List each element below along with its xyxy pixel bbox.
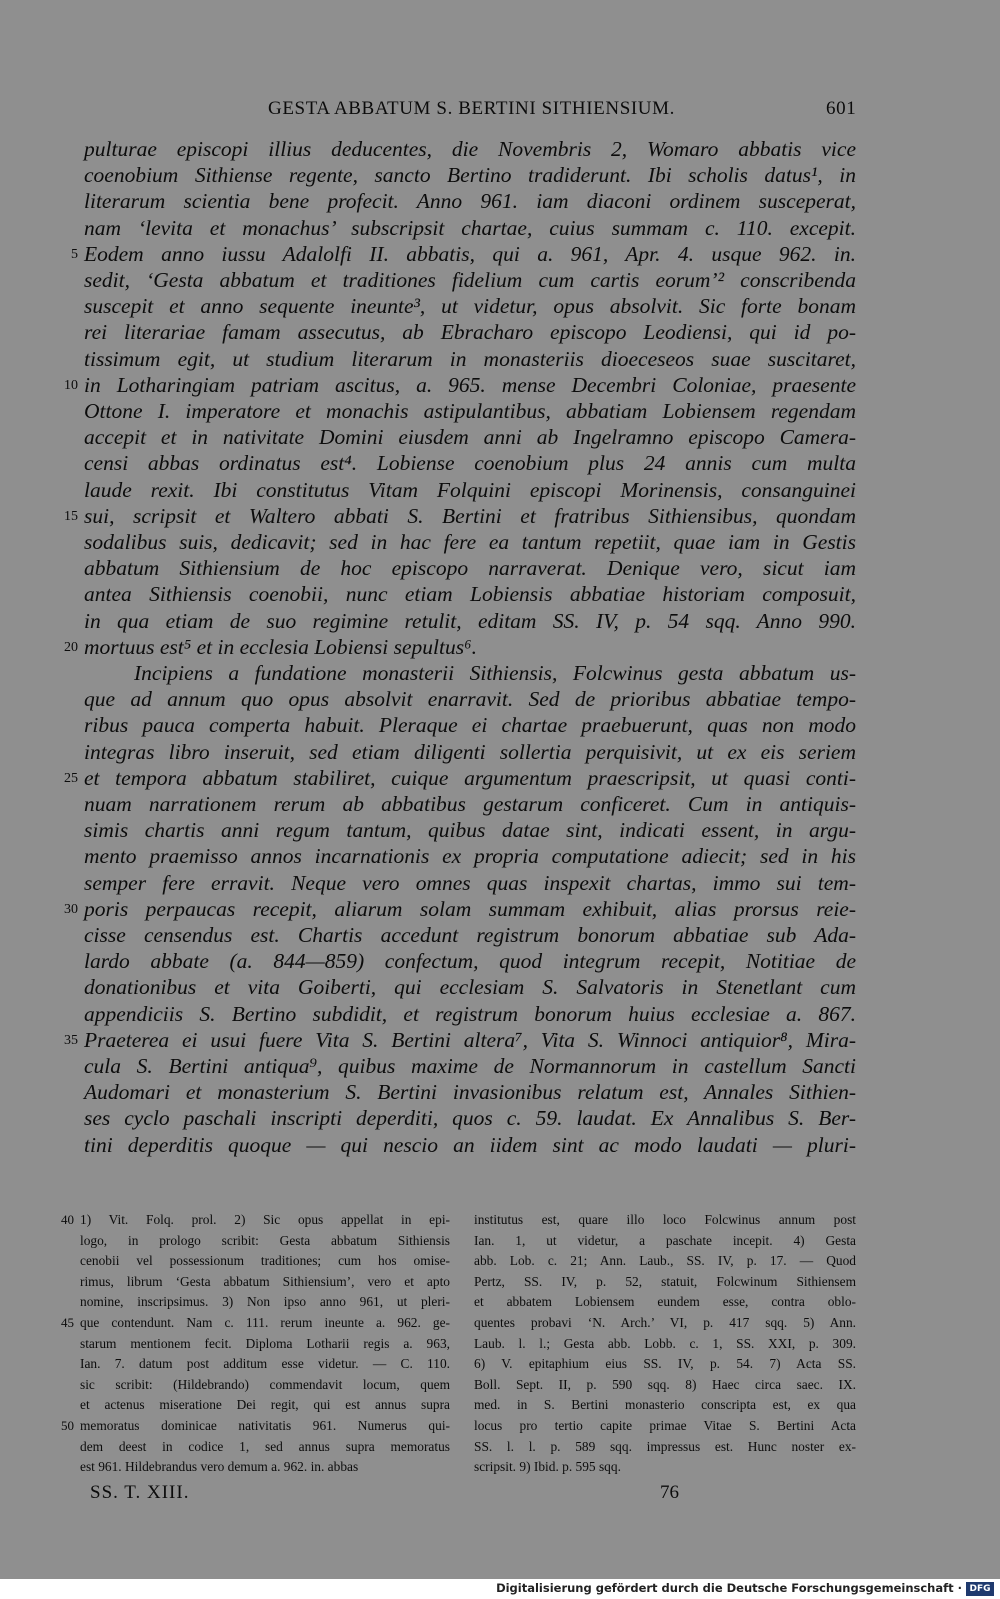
text-line: ses cyclo paschali inscripti deperditi, quos c. 59. laudat. Ex Annalibus S. Ber- [84, 1106, 856, 1130]
text-line: mortuus est⁵ et in ecclesia Lobiensi sepultus⁶. [84, 635, 477, 659]
dfg-logo: DFG [966, 1582, 994, 1596]
text-line: laude rexit. Ibi constitutus Vitam Folquini episcopi Morinensis, consanguinei [84, 478, 856, 502]
line-number: 20 [64, 640, 78, 655]
text-line: cula S. Bertini antiqua⁹, quibus maxime de Normannorum in castellum Sancti [84, 1054, 856, 1078]
text-line: donationibus et vita Goiberti, qui ecclesiam S. Salvatoris in Stenetlant cum [84, 975, 856, 999]
text-line: que ad annum quo opus absolvit enarravit. Sed de prioribus abbatiae tempo- [84, 687, 856, 711]
text-line: Audomari et monasterium S. Bertini invasionibus relatum est, Annales Sithien- [84, 1080, 856, 1104]
footnote-line-left: que contendunt. Nam c. 111. rerum ineunte a. 962. ge- [80, 1315, 450, 1330]
text-line: tissimum egit, ut studium literarum in monasteriis dioeceseos suae suscitaret, [84, 347, 856, 371]
footnote-line-left: Ian. 7. datum post additum esse videtur. — C. 110. [80, 1356, 450, 1371]
text-line: sedit, ‘Gesta abbatum et traditiones fidelium cum cartis eorum’² conscribenda [84, 268, 856, 292]
text-line: censi abbas ordinatus est⁴. Lobiense coenobium plus 24 annis cum multa [84, 451, 856, 475]
text-line: rei literariae famam assecutus, ab Ebracharo episcopo Leodiensi, qui id po- [84, 320, 856, 344]
text-line: nam ‘levita et monachus’ subscripsit chartae, cuius summam c. 110. excepit. [84, 216, 856, 240]
text-line: integras libro inseruit, sed etiam diligenti sollertia perquisivit, ut ex eis seriem [84, 740, 856, 764]
footnote-line-left: est 961. Hildebrandus vero demum a. 962. in. abbas [80, 1459, 359, 1474]
footnote-line-right: et abbatem Lobiensem eundem esse, contra oblo- [474, 1294, 856, 1309]
footnote-line-right: med. in S. Bertini monasterio conscripta est, ex qua [474, 1397, 856, 1412]
line-number: 30 [64, 902, 78, 917]
footnote-line-number: 40 [61, 1212, 74, 1227]
line-number: 15 [64, 509, 78, 524]
text-line: literarum scientia bene profecit. Anno 961. iam diaconi ordinem susceperat, [84, 189, 856, 213]
footnote-line-right: SS. l. l. p. 589 sqq. impressus est. Hunc noster ex- [474, 1439, 856, 1454]
footnote-line-right: abb. Lob. c. 21; Ann. Laub., SS. IV, p. 17. — Quod [474, 1253, 856, 1268]
text-line: Ottone I. imperatore et monachis astipulantibus, abbatiam Lobiensem regendam [84, 399, 856, 423]
line-number: 5 [71, 247, 78, 262]
running-title: GESTA ABBATUM S. BERTINI SITHIENSIUM. [268, 98, 675, 119]
footnote-line-left: starum mentionem fecit. Diploma Lotharii regis a. 963, [80, 1336, 450, 1351]
footnote-line-right: institutus est, quare illo loco Folcwinus annum post [474, 1212, 856, 1227]
footnote-line-right: locus pro tertio capite primae Vitae S. Bertini Acta [474, 1418, 856, 1433]
footnote-line-right: scripsit. 9) Ibid. p. 595 sqq. [474, 1459, 621, 1474]
sheet-number: 76 [660, 1482, 679, 1503]
footnote-line-right: Laub. l. l.; Gesta abb. Lobb. c. 1, SS. XXI, p. 309. [474, 1336, 856, 1351]
text-line: coenobium Sithiense regente, sancto Bertino tradiderunt. Ibi scholis datus¹, in [84, 163, 856, 187]
footnote-line-right: 6) V. epitaphium eius SS. IV, p. 54. 7) Acta SS. [474, 1356, 856, 1371]
page-number: 601 [826, 98, 857, 119]
text-line: Incipiens a fundatione monasterii Sithiensis, Folcwinus gesta abbatum us- [134, 661, 856, 685]
text-line: suscepit et anno sequente ineunte³, ut videtur, opus absolvit. Sic forte bonam [84, 294, 856, 318]
text-line: sui, scripsit et Waltero abbati S. Bertini et fratribus Sithiensibus, quondam [84, 504, 856, 528]
text-line: abbatum Sithiensium de hoc episcopo narraverat. Denique vero, sicut iam [84, 556, 856, 580]
footnote-line-number: 50 [61, 1418, 74, 1433]
footnote-line-left: sic scribit: (Hildebrando) commendavit locum, quem [80, 1377, 450, 1392]
text-line: antea Sithiensis coenobii, nunc etiam Lobiensis abbatiae historiam composuit, [84, 582, 856, 606]
footnote-line-right: Boll. Sept. II, p. 590 sqq. 8) Haec circa saec. IX. [474, 1377, 856, 1392]
text-line: semper fere erravit. Neque vero omnes quas inspexit chartas, immo sui tem- [84, 871, 856, 895]
text-line: in qua etiam de suo regimine retulit, editam SS. IV, p. 54 sqq. Anno 990. [84, 609, 856, 633]
text-line: mento praemisso annos incarnationis ex propria computatione adiecit; sed in his [84, 844, 856, 868]
text-line: et tempora abbatum stabiliret, cuique argumentum praescripsit, ut quasi conti- [84, 766, 856, 790]
signature-mark: SS. T. XIII. [90, 1482, 190, 1503]
footnote-line-number: 45 [61, 1315, 74, 1330]
text-line: poris perpaucas recepit, aliarum solam summam exhibuit, alias prorsus reie- [84, 897, 856, 921]
footnote-line-left: et actenus miseratione Dei regit, qui est annus supra [80, 1397, 450, 1412]
footnote-line-right: quentes probavi ‘N. Arch.’ VI, p. 417 sqq. 5) Ann. [474, 1315, 856, 1330]
line-number: 10 [64, 378, 78, 393]
line-number: 35 [64, 1033, 78, 1048]
text-line: tini deperditis quoque — qui nescio an iidem sint ac modo laudati — pluri- [84, 1133, 856, 1157]
text-line: Eodem anno iussu Adalolfi II. abbatis, qui a. 961, Apr. 4. usque 962. in. [84, 242, 856, 266]
footnote-line-left: nomine, inscripsimus. 3) Non ipso anno 961, ut pleri- [80, 1294, 450, 1309]
footnote-line-right: Ian. 1, ut videtur, a paschate incepit. 4) Gesta [474, 1233, 856, 1248]
digitization-banner [0, 1579, 1000, 1599]
banner-text: Digitalisierung gefördert durch die Deutsche Forschungsgemeinschaft · [496, 1581, 962, 1595]
text-line: cisse censendus est. Chartis accedunt registrum bonorum abbatiae sub Ada- [84, 923, 856, 947]
text-line: appendiciis S. Bertino subdidit, et registrum bonorum huius ecclesiae a. 867. [84, 1002, 856, 1026]
text-line: ribus pauca comperta habuit. Pleraque ei chartae praebuerunt, quas non modo [84, 713, 856, 737]
text-line: nuam narrationem rerum ab abbatibus gestarum conficeret. Cum in antiquis- [84, 792, 856, 816]
running-header [0, 94, 1000, 124]
footnote-line-left: cenobii vel possessionum traditiones; cum hos omise- [80, 1253, 450, 1268]
footnote-line-left: logo, in prologo scribit: Gesta abbatum Sithiensis [80, 1233, 450, 1248]
footnote-line-left: dem deest in codice 1, sed annus supra memoratus [80, 1439, 450, 1454]
footnote-line-left: rimus, librum ‘Gesta abbatum Sithiensium’, vero et apto [80, 1274, 450, 1289]
line-number: 25 [64, 771, 78, 786]
text-line: lardo abbate (a. 844—859) confectum, quod integrum recepit, Notitiae de [84, 949, 856, 973]
text-line: pulturae episcopi illius deducentes, die Novembris 2, Womaro abbatis vice [84, 137, 856, 161]
footnote-line-left: 1) Vit. Folq. prol. 2) Sic opus appellat in epi- [80, 1212, 450, 1227]
text-line: in Lotharingiam patriam ascitus, a. 965. mense Decembri Coloniae, praesente [84, 373, 856, 397]
text-line: sodalibus suis, dedicavit; sed in hac fere ea tantum repetiit, quae iam in Gestis [84, 530, 856, 554]
text-line: accepit et in nativitate Domini eiusdem anni ab Ingelramno episcopo Camera- [84, 425, 856, 449]
footnote-line-right: Pertz, SS. IV, p. 52, statuit, Folcwinum Sithiensem [474, 1274, 856, 1289]
text-line: Praeterea ei usui fuere Vita S. Bertini altera⁷, Vita S. Winnoci antiquior⁸, Mira- [84, 1028, 856, 1052]
footnote-line-left: memoratus dominicae nativitatis 961. Numerus qui- [80, 1418, 450, 1433]
text-line: simis chartis anni regum tantum, quibus datae sint, indicati essent, in argu- [84, 818, 856, 842]
